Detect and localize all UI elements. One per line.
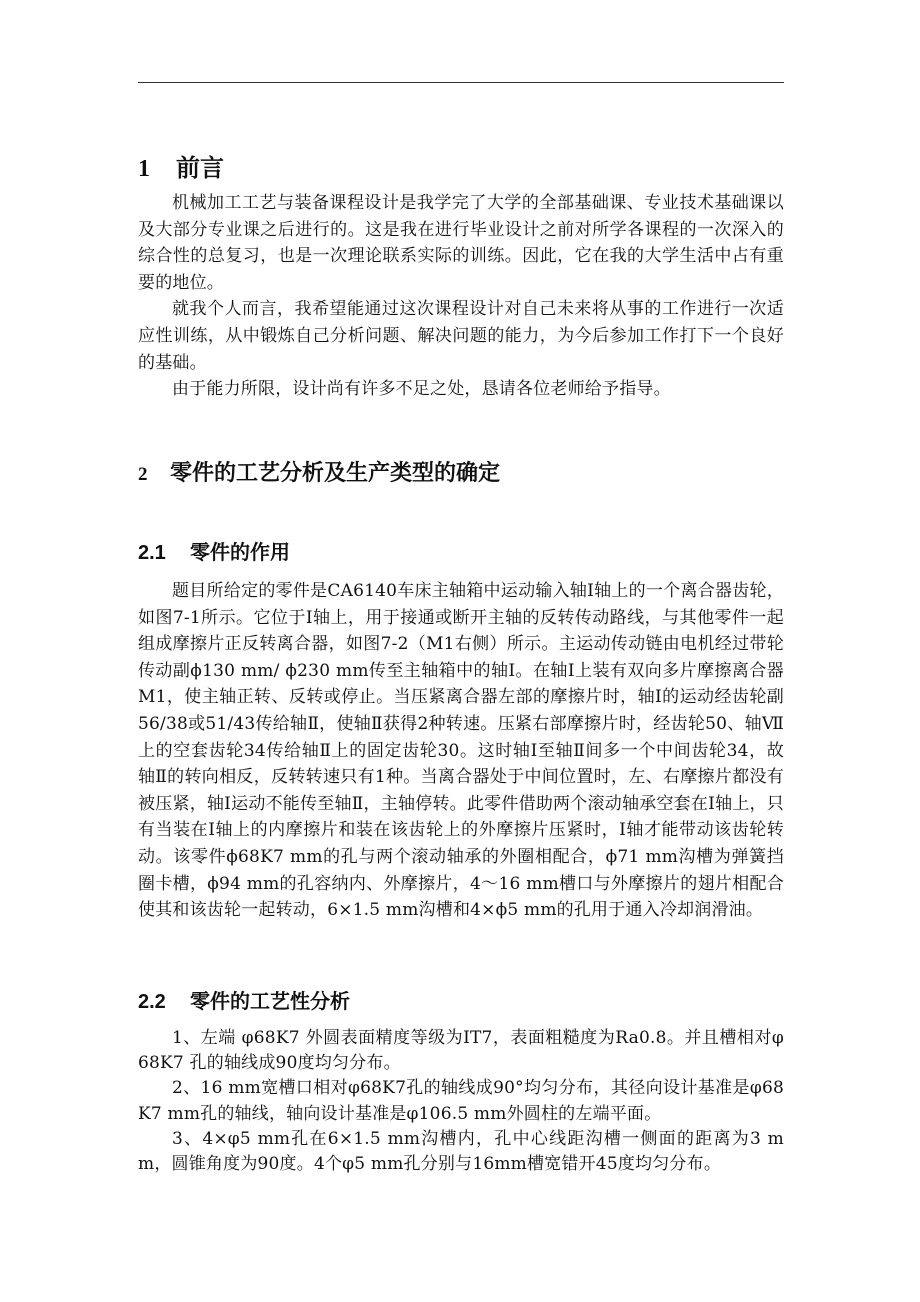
paragraph: 就我个人而言，我希望能通过这次课程设计对自己未来将从事的工作进行一次适应性训练，从中锻炼自己分析问题、解决问题的能力，为今后参加工作打下一个良好的基础。: [138, 299, 784, 373]
paragraph: 1、左端 φ68K7 外圆表面精度等级为IT7，表面粗糙度为Ra0.8。并且槽相对φ68K7 孔的轴线成90度均匀分布。: [138, 1028, 784, 1074]
subsection-title: 零件的工艺性分析: [190, 989, 350, 1013]
paragraph: 机械加工工艺与装备课程设计是我学完了大学的全部基础课、专业技术基础课以及大部分专业课之后进行的。这是我在进行毕业设计之前对所学各课程的一次深入的综合性的总复习，也是一次理论联系实际的训练。因此，它在我的大学生活中占有重要的地位。: [138, 193, 784, 293]
header-rule: [138, 82, 784, 83]
section-title: 前言: [176, 154, 224, 182]
paragraph: 3、4×φ5 mm孔在6×1.5 mm沟槽内，孔中心线距沟槽一侧面的距离为3 mm，圆锥角度为90度。4个φ5 mm孔分别与16mm槽宽错开45度均匀分布。: [138, 1128, 784, 1175]
section-number: 2: [138, 464, 148, 485]
subsection-number: 2.2: [138, 991, 166, 1013]
section-number: 1: [138, 156, 150, 182]
paragraph: 由于能力所限，设计尚有许多不足之处，恳请各位老师给予指导。: [172, 379, 671, 400]
section-2-2-body: [138, 1026, 784, 1177]
subsection-number: 2.1: [138, 542, 166, 564]
subsection-title: 零件的作用: [190, 540, 290, 564]
section-heading-2: [138, 456, 500, 487]
subsection-heading-2-1: [138, 536, 290, 565]
paragraph: 题目所给定的零件是CA6140车床主轴箱中运动输入轴Ⅰ轴上的一个离合器齿轮，如图7-1所示。它位于Ⅰ轴上，用于接通或断开主轴的反转传动路线，与其他零件一起组成摩擦片正反转离合器，如图7-2（M1右侧）所示。主运动传动链由电机经过带轮传动副ϕ130 mm/ ϕ230 mm传至主轴箱中的轴Ⅰ。在轴Ⅰ上装有双向多片摩擦离合器M1，使主轴正转、反转或停止。当压紧离合器左部的摩擦片时，轴Ⅰ的运动经齿轮副56/38或51/43传给轴Ⅱ，使轴Ⅱ获得2种转速。压紧右部摩擦片时，经齿轮50、轴Ⅶ上的空套齿轮34传给轴Ⅱ上的固定齿轮30。这时轴Ⅰ至轴Ⅱ间多一个中间齿轮34，故轴Ⅱ的转向相反，反转转速只有1种。当离合器处于中间位置时，左、右摩擦片都没有被压紧，轴Ⅰ运动不能传至轴Ⅱ，主轴停转。此零件借助两个滚动轴承空套在Ⅰ轴上，只有当装在Ⅰ轴上的内摩擦片和装在该齿轮上的外摩擦片压紧时，Ⅰ轴才能带动该齿轮转动。该零件ϕ68K7 mm的孔与两个滚动轴承的外圈相配合，ϕ71 mm沟槽为弹簧挡圈卡槽，ϕ94 mm的孔容纳内、外摩擦片，4～16 mm槽口与外摩擦片的翅片相配合使其和该齿轮一起转动，6×1.5 mm沟槽和4×ϕ5 mm的孔用于通入冷却润滑油。: [138, 581, 784, 921]
section-title: 零件的工艺分析及生产类型的确定: [170, 461, 501, 486]
section-2-1-body: [138, 578, 784, 924]
paragraph: 2、16 mm宽槽口相对φ68K7孔的轴线成90°均匀分布，其径向设计基准是φ68K7 mm孔的轴线，轴向设计基准是φ106.5 mm外圆柱的左端平面。: [138, 1078, 784, 1124]
subsection-heading-2-2: [138, 985, 350, 1014]
section-heading-1: [138, 148, 224, 183]
section-1-body: [138, 190, 784, 403]
